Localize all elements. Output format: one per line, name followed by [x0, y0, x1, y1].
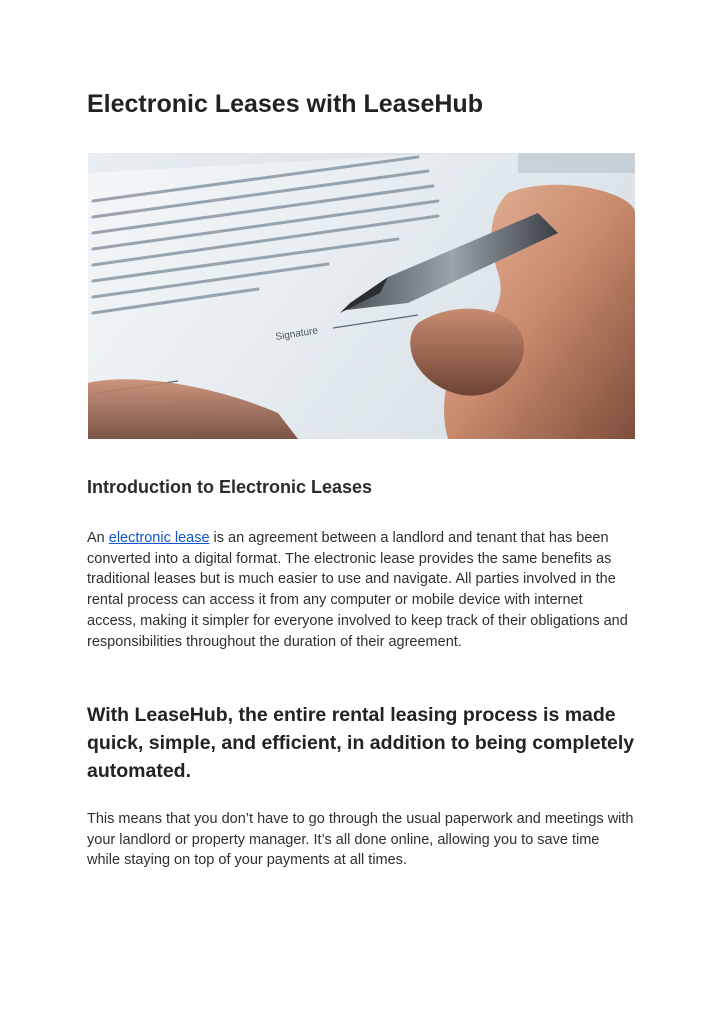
hero-image: [88, 153, 635, 439]
intro-prefix: An: [87, 530, 109, 546]
leasehub-paragraph: This means that you don’t have to go through the usual paperwork and meetings with your landlord or property manager. It’s all done online, allowing you to save time while staying on top of your payments at all times.: [87, 811, 634, 869]
signature-label: Signature: [274, 325, 319, 343]
page-title: Electronic Leases with LeaseHub: [87, 90, 483, 118]
section-heading-leasehub: With LeaseHub, the entire rental leasing process is made quick, simple, and efficient, in addition to being completely automated.: [87, 704, 635, 782]
intro-paragraph: [87, 528, 635, 652]
section-heading-intro: Introduction to Electronic Leases: [87, 477, 373, 497]
electronic-lease-link[interactable]: electronic lease: [108, 530, 210, 546]
signing-document-photo-icon: [88, 153, 635, 439]
intro-body: is an agreement between a landlord and tenant that has been converted into a digital format. The electronic lease provides the same benefits as traditional leases but is much easier to use and navigate. All parties involved in the rental process can access it from any computer or mobile device with internet access, making it simpler for everyone involved to keep track of their obligations and responsibilities throughout the duration of their agreement.: [87, 530, 628, 650]
